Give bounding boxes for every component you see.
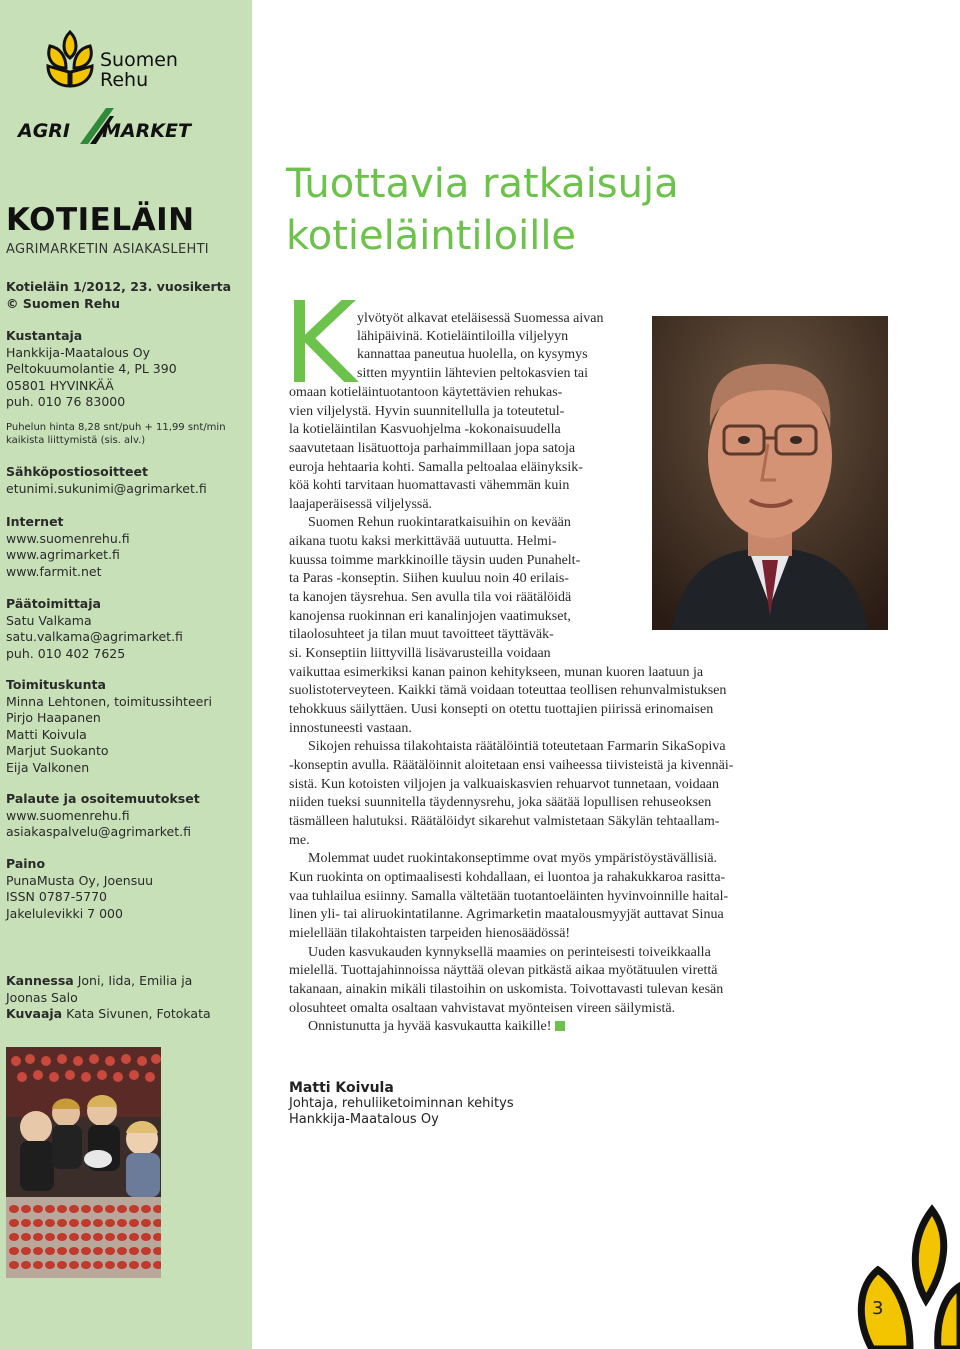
article-line: mielellään tilakohtaisten tarpeiden hienosäädössä! bbox=[289, 926, 571, 941]
article-line-final bbox=[308, 1018, 565, 1036]
article-line: ta Paras -konseptin. Siihen kuuluu noin 40 erilais- bbox=[289, 571, 569, 586]
man-with-glasses-illustration bbox=[652, 316, 888, 630]
colophon-sidebar bbox=[0, 0, 252, 1349]
cover-credits: Kannessa Joni, Iida, Emilia ja Joonas Salo Kuvaaja Kata Sivunen, Fotokata bbox=[6, 973, 211, 1021]
article-line: la kotieläintilan Kasvuohjelma -kokonaisuudella bbox=[289, 422, 561, 437]
article-line: suolistoterveyteen. Kaikki tämä voidaan toteuttaa teollisen rehunvalmistuksen bbox=[289, 683, 727, 698]
editor-block: Päätoimittaja Satu Valkama satu.valkama@agrimarket.fi puh. 010 402 7625 bbox=[6, 596, 183, 661]
agrimarket-wordmark-right: MARKET bbox=[102, 120, 191, 142]
article-line: kanojensa ruokinnan eri kanalinjojen vaatimukset, bbox=[289, 609, 571, 624]
article-line: me. bbox=[289, 833, 310, 848]
article-line: Uuden kasvukauden kynnyksellä maamies on perinteisesti toiveikkaalla bbox=[308, 945, 711, 960]
author-company: Hankkija-Maatalous Oy bbox=[289, 1112, 439, 1127]
article-line: sistä. Kun kotoisten viljojen ja valkuaiskasvien rehuarvot tunnetaan, voidaan bbox=[289, 777, 720, 792]
internet-block: Internet www.suomenrehu.fi www.agrimarket.fi www.farmit.net bbox=[6, 514, 130, 579]
article-headline: Tuottavia ratkaisuja kotieläintiloille bbox=[286, 161, 679, 259]
page-number: 3 bbox=[872, 1298, 884, 1319]
feedback-block: Palaute ja osoitemuutokset www.suomenrehu.fi asiakaspalvelu@agrimarket.fi bbox=[6, 791, 200, 839]
article-line: lähipäivinä. Kotieläintiloilla viljelyyn bbox=[357, 329, 569, 344]
article-line: saavutetaan lisätuottoja parhaimmillaan jopa satoja bbox=[289, 441, 576, 456]
author-name: Matti Koivula bbox=[289, 1080, 394, 1096]
article-line: vien viljelystä. Hyvin suunnitellulla ja toteutetul- bbox=[289, 404, 565, 419]
author-portrait bbox=[652, 316, 888, 630]
suomen-rehu-wordmark: Suomen Rehu bbox=[100, 49, 178, 91]
children-with-eggs-illustration bbox=[6, 1047, 161, 1278]
article-line: euroja hehtaaria kohti. Samalla peltoalaa eläinyksik- bbox=[289, 460, 583, 475]
agrimarket-wordmark-left: AGRI bbox=[18, 120, 70, 142]
article-line: tehokkuus säilyttäen. Uusi konsepti on otettu tuottajien piirissä erinomaisen bbox=[289, 702, 714, 717]
end-of-article-square-icon bbox=[555, 1021, 565, 1031]
article-line: köä kohti tarvitaan huomattavasti vähemmän kuin bbox=[289, 478, 570, 493]
article-line: linen yli- tai aliruokintatilanne. Agrimarketin maatalousmyyjät auttavat Sinua bbox=[289, 907, 724, 922]
article-line: täsmälleen halutuksi. Räätälöidyt sikarehut valmistetaan Säkylän tehtaallam- bbox=[289, 814, 720, 829]
author-signature bbox=[289, 1080, 514, 1128]
article-line: Molemmat uudet ruokintakonseptimme ovat myös ympäristöystävällisiä. bbox=[308, 851, 718, 866]
issue-info: Kotieläin 1/2012, 23. vuosikerta © Suomen Rehu bbox=[6, 279, 232, 311]
article-line: Sikojen rehuissa tilakohtaista räätälöintiä toteutetaan Farmarin SikaSopiva bbox=[308, 739, 726, 754]
article-line: laajaperäisessä viljelyssä. bbox=[289, 497, 433, 512]
article-line-final-text: Onnistunutta ja hyvää kasvukautta kaikille! bbox=[308, 1019, 552, 1034]
article-line: aikana tuotu kaksi merkittävää uutuutta. Helmi- bbox=[289, 534, 557, 549]
article-line: -konseptin avulla. Räätälöinnit aloitetaan ensi vaiheessa tiivisteistä ja kivennäi- bbox=[289, 758, 734, 773]
publisher-block: Kustantaja Hankkija-Maatalous Oy Peltokuumolantie 4, PL 390 05801 HYVINKÄÄ puh. 010 76 83000 bbox=[6, 328, 177, 409]
article-line: omaan kotieläintuotantoon käytettävien rehukas- bbox=[289, 385, 563, 400]
article-line: vaikuttaa esimerkiksi kanan painon kehitykseen, munan kuoren laatuun ja bbox=[289, 665, 704, 680]
author-title: Johtaja, rehuliiketoiminnan kehitys bbox=[289, 1096, 514, 1111]
article-line: niiden tueksi suunnitella täydennysrehu, joka säätää lopullisen rehuseoksen bbox=[289, 795, 712, 810]
cover-photo-thumbnail bbox=[6, 1047, 161, 1278]
print-block: Paino PunaMusta Oy, Joensuu ISSN 0787-5770 Jakelulevikki 7 000 bbox=[6, 856, 154, 921]
article-line: si. Konseptiin liittyvillä lisävarusteilla voidaan bbox=[289, 646, 551, 661]
drop-cap: K bbox=[283, 279, 357, 409]
article-line: ylvötyöt alkavat eteläisessä Suomessa aivan bbox=[357, 311, 604, 326]
article-line: innostuneesti vastaan. bbox=[289, 721, 412, 736]
article-line: olosuhteet omalta osaltaan vahvistavat myönteisen vireen säilymistä. bbox=[289, 1001, 676, 1016]
email-block: Sähköpostiosoitteet etunimi.sukunimi@agrimarket.fi bbox=[6, 464, 207, 496]
staff-block: Toimituskunta Minna Lehtonen, toimitussihteeri Pirjo Haapanen Matti Koivula Marjut Suokanto Eija Valkonen bbox=[6, 677, 212, 775]
magazine-subtitle: AGRIMARKETIN ASIAKASLEHTI bbox=[6, 242, 209, 257]
wheat-leaf-icon bbox=[42, 28, 98, 90]
article-line: sitten myyntiin lähtevien peltokasvien tai bbox=[357, 366, 588, 381]
article-line: takanaan, ainakin mikäli tilastoihin on uskomista. Toivottavasti tulevan kesän bbox=[289, 982, 724, 997]
suomen-rehu-logo bbox=[42, 28, 222, 94]
article-line: tilaolosuhteet ja tilan muut tavoitteet täyttäväk- bbox=[289, 627, 554, 642]
call-price-note: Puhelun hinta 8,28 snt/puh + 11,99 snt/min kaikista liittymistä (sis. alv.) bbox=[6, 422, 226, 446]
article-line: vaa tuhlailua esiinny. Samalla vältetään tuotantoeläinten hyvinvoinnille haital- bbox=[289, 889, 729, 904]
magazine-name: KOTIELÄIN bbox=[6, 202, 195, 238]
article-line: kuussa toimme markkinoille täysin uuden Punahelt- bbox=[289, 553, 581, 568]
decorative-leaf-icon bbox=[848, 1190, 960, 1349]
article-line: ta kanojen täysrehua. Sen avulla tila voi räätälöidä bbox=[289, 590, 572, 605]
agrimarket-logo bbox=[18, 106, 208, 150]
article-line: mielellä. Tuottajahinnoissa näyttää olevan pitkästä aikaa myötätuulen virettä bbox=[289, 963, 718, 978]
article-line: Suomen Rehun ruokintaratkaisuihin on kevään bbox=[308, 515, 571, 530]
article-line: kannattaa paneutua huolella, on kysymys bbox=[357, 347, 588, 362]
article-line: Kun ruokinta on optimaalisesti kohdallaan, ei luontoa ja rahakukkaroa rasitta- bbox=[289, 870, 726, 885]
